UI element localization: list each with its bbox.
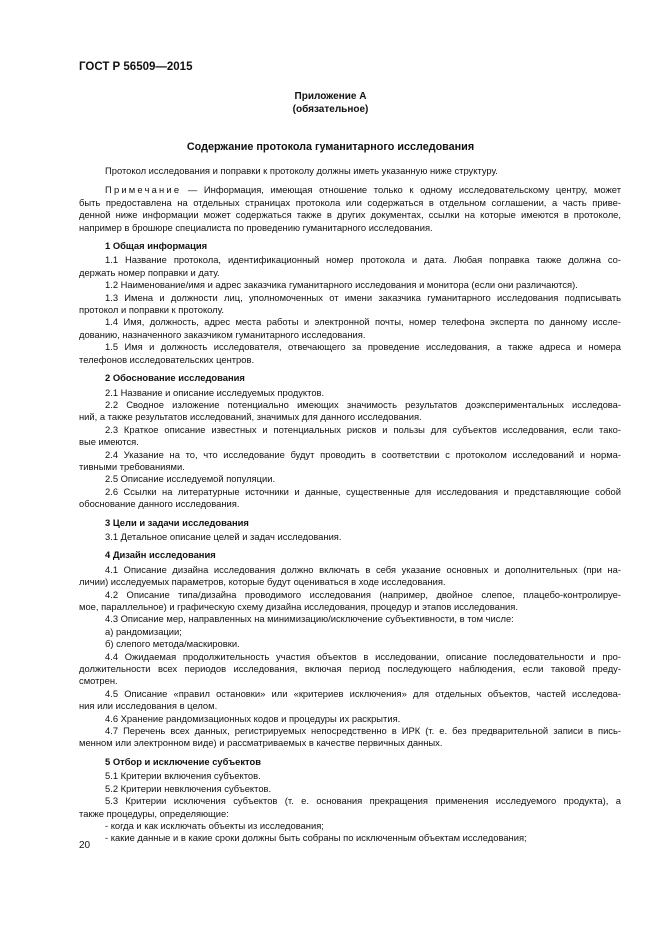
text-line: 4.1 Описание дизайна исследования должно включать в себя указание основных и дополнительных (при на- bbox=[105, 563, 621, 575]
text-line: 2.4 Указание на то, что исследование будут проводить в соответствии с протоколом исследований и норма- bbox=[105, 448, 621, 460]
text-line: 5.1 Критерии включения субъектов. bbox=[105, 770, 261, 782]
text-line: менном или электронном виде) и рассматриваемых в качестве первичных данных. bbox=[79, 737, 443, 749]
text-line: - какие данные и в какие сроки должны быть собраны по исключенным объектам исследования; bbox=[105, 832, 527, 844]
paragraph bbox=[79, 531, 621, 543]
paragraph bbox=[79, 688, 621, 713]
text-line: 5.2 Критерии невключения субъектов. bbox=[105, 782, 272, 794]
paragraph bbox=[79, 449, 621, 474]
paragraph bbox=[79, 387, 621, 399]
paragraph bbox=[79, 713, 621, 725]
note-text: — Информация, имеющая отношение только к одному исследовательскому центру, может bbox=[181, 184, 621, 196]
text-line: Протокол исследования и поправки к протоколу должны иметь указанную ниже структуру. bbox=[105, 165, 498, 176]
text-line: 1.5 Имя и должность исследователя, отвечающего за проведение исследования, а также адреса и номера bbox=[105, 341, 621, 353]
text-line: мое, параллельное) и графическую схему дизайна исследования, процедур и этапов исследования. bbox=[79, 601, 518, 612]
paragraph bbox=[79, 613, 621, 625]
text-line: дованию, назначенного заказчиком гуманитарного исследования. bbox=[79, 328, 366, 340]
page-title: Содержание протокола гуманитарного исследования bbox=[186, 141, 475, 153]
paragraph bbox=[79, 770, 621, 782]
paragraph bbox=[79, 725, 621, 750]
text-line: протокол и поправки к протоколу. bbox=[79, 304, 224, 316]
text-line: 2.2 Сводное изложение потенциально имеющих значимость результатов доэкспериментальных исследова- bbox=[105, 398, 621, 410]
text-line: 4.4 Ожидаемая продолжительность участия объектов в исследовании, описание последовательности и про- bbox=[105, 650, 621, 662]
text-line: б) слепого метода/маскировки. bbox=[105, 638, 240, 650]
section-heading: 2 Обоснование исследования bbox=[105, 372, 245, 384]
paragraph bbox=[79, 279, 621, 291]
text-line: 4.2 Описание типа/дизайна проводимого исследования (например, двойное слепое, плацебо-контролируе- bbox=[105, 588, 621, 600]
text-line: обоснование данного исследования. bbox=[79, 498, 240, 510]
paragraph bbox=[79, 165, 621, 177]
paragraph bbox=[79, 651, 621, 688]
text-line: 2.6 Ссылки на литературные источники и данные, существенные для исследования и представляющие собой bbox=[105, 485, 621, 497]
paragraph bbox=[79, 795, 621, 820]
note-paragraph bbox=[79, 184, 621, 234]
paragraph bbox=[79, 486, 621, 511]
paragraph bbox=[79, 832, 621, 844]
paragraph bbox=[79, 341, 621, 366]
document-body bbox=[79, 165, 621, 845]
text-line: ния или исследования в целом. bbox=[79, 700, 218, 712]
paragraph bbox=[79, 564, 621, 589]
paragraph bbox=[79, 820, 621, 832]
annex-status: (обязательное) bbox=[292, 104, 369, 115]
text-line: 1.1 Название протокола, идентификационный номер протокола и дата. Любая поправка также должна со- bbox=[105, 254, 621, 266]
paragraph bbox=[79, 473, 621, 485]
text-line: 1.2 Наименование/имя и адрес заказчика гуманитарного исследования и монитора (если они различаются). bbox=[105, 279, 578, 291]
text-line: быть предоставлена на отдельных страницах протокола или содержаться в отдельном соглашении, а часть приве- bbox=[79, 196, 621, 208]
text-line: денной ниже информации может содержаться также в других документах, ссылки на которые имеются в протоколе, bbox=[79, 209, 621, 221]
section-heading: 3 Цели и задачи исследования bbox=[105, 516, 249, 528]
text-line: 2.5 Описание исследуемой популяции. bbox=[105, 473, 276, 485]
annex-title: Приложение А bbox=[294, 91, 367, 102]
paragraph bbox=[79, 316, 621, 341]
text-line: вые имеются. bbox=[79, 436, 139, 448]
text-line: 4.7 Перечень всех данных, регистрируемых непосредственно в ИРК (т. е. без предварительной записи в пись- bbox=[105, 725, 621, 737]
text-line bbox=[79, 184, 621, 196]
paragraph bbox=[79, 638, 621, 650]
text-line: телефонов исследовательских центров. bbox=[79, 353, 255, 365]
section-heading: 4 Дизайн исследования bbox=[105, 549, 216, 561]
document-header: ГОСТ Р 56509—2015 bbox=[79, 61, 193, 73]
text-line: также процедуры, определяющие: bbox=[79, 807, 229, 819]
paragraph bbox=[79, 424, 621, 449]
text-line: 2.3 Краткое описание известных и потенциальных рисков и пользы для субъектов исследования, если тако- bbox=[105, 423, 621, 435]
text-line: держать номер поправки и дату. bbox=[79, 266, 220, 278]
text-line: 1.4 Имя, должность, адрес места работы и электронной почты, номер телефона эксперта по данному иссле- bbox=[105, 316, 621, 328]
text-line: 4.3 Описание мер, направленных на минимизацию/исключение субъективности, в том числе: bbox=[105, 613, 514, 625]
text-line: 1.3 Имена и должности лиц, уполномоченных от имени заказчика гуманитарного исследования подписывать bbox=[105, 291, 621, 303]
paragraph bbox=[79, 626, 621, 638]
text-line: ний, а также результатов исследований, значимых для данного исследования. bbox=[79, 411, 422, 423]
paragraph bbox=[79, 254, 621, 279]
text-line: личии) исследуемых параметров, которые будут оцениваться в ходе исследования. bbox=[79, 576, 446, 588]
text-line: а) рандомизации; bbox=[105, 625, 182, 637]
note-label: Примечание bbox=[105, 184, 182, 196]
section-heading: 5 Отбор и исключение субъектов bbox=[105, 755, 262, 767]
section-heading: 1 Общая информация bbox=[105, 240, 208, 252]
text-line: 2.1 Название и описание исследуемых продуктов. bbox=[105, 386, 325, 398]
paragraph bbox=[79, 399, 621, 424]
text-line: 4.5 Описание «правил остановки» или «критериев исключения» для отдельных объектов, частей исследова- bbox=[105, 687, 621, 699]
text-line: тивными требованиями. bbox=[79, 460, 185, 472]
text-line: 3.1 Детальное описание целей и задач исследования. bbox=[105, 530, 342, 542]
text-line: 5.3 Критерии исключения субъектов (т. е. основания прекращения применения исследуемого продукта), а bbox=[105, 795, 621, 807]
page-number: 20 bbox=[79, 840, 91, 851]
text-line: смотрен. bbox=[79, 675, 118, 687]
text-line: 4.6 Хранение рандомизационных кодов и процедуры их раскрытия. bbox=[105, 712, 401, 724]
text-line: например в брошюре специалиста по проведению гуманитарного исследования. bbox=[79, 221, 433, 233]
paragraph bbox=[79, 589, 621, 614]
text-line: - когда и как исключать объекты из исследования; bbox=[105, 819, 324, 831]
paragraph bbox=[79, 292, 621, 317]
paragraph bbox=[79, 783, 621, 795]
text-line: должительности всех периодов исследования, включая период последующего наблюдения, если таковой преду- bbox=[79, 663, 621, 675]
